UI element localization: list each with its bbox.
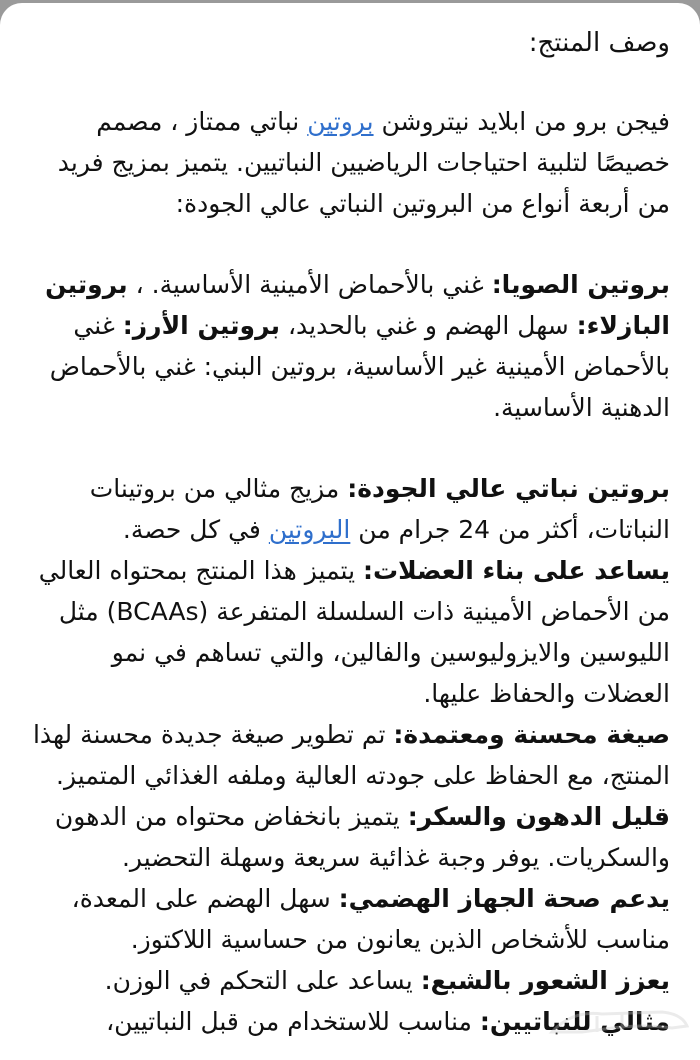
soy-protein-label: بروتين الصويا:: [491, 270, 670, 299]
product-description-card: [0, 3, 700, 1060]
intro-paragraph: [20, 101, 670, 224]
intro-text-2: نباتي ممتاز ، مصمم خصيصًا لتلبية احتياجات الرياضيين النباتيين. يتميز بمزيج فريد من أربعة أنواع من البروتين النباتي عالي الجودة:: [57, 107, 670, 218]
feature-label: صيغة محسنة ومعتمدة:: [393, 720, 670, 749]
feature-label: مثالي للنباتيين:: [479, 1007, 670, 1036]
feature-label: يساعد على بناء العضلات:: [363, 556, 670, 585]
feature-vegan-friendly: [20, 1001, 670, 1042]
protein-link-2[interactable]: البروتين: [268, 515, 351, 544]
feature-high-quality: [20, 468, 670, 550]
feature-text: في كل حصة.: [122, 515, 269, 544]
feature-label: بروتين نباتي عالي الجودة:: [347, 474, 670, 503]
feature-text: مزيج مثالي من بروتينات النباتات، أكثر من 24 جرام من: [89, 474, 670, 544]
pea-protein-text: سهل الهضم و غني بالحديد،: [280, 311, 577, 340]
rice-protein-label: بروتين الأرز:: [122, 311, 281, 340]
description-content: [0, 23, 700, 1042]
feature-text: مناسب للاستخدام من قبل النباتيين،: [106, 1007, 480, 1036]
section-title: وصف المنتج:: [528, 28, 670, 58]
feature-text: يتميز هذا المنتج بمحتواه العالي من الأحماض الأمينية ذات السلسلة المتفرعة (BCAAs) مثل الليوسين والايزوليوسين والفالين، والتي تساهم في نمو العضلات والحفاظ عليها.: [38, 556, 670, 708]
feature-label: يعزز الشعور بالشبع:: [420, 966, 670, 995]
feature-improved-formula: [20, 714, 670, 796]
feature-low-fat-sugar: [20, 796, 670, 878]
soy-protein-text: غني بالأحماض الأمينية الأساسية. ،: [127, 270, 492, 299]
feature-digestive-health: [20, 878, 670, 960]
feature-text: يساعد على التحكم في الوزن.: [104, 966, 421, 995]
feature-muscle-building: [20, 550, 670, 714]
intro-text-1: فيجن برو من ابلايد نيتروشن: [373, 107, 670, 136]
rice-protein-text: غني بالأحماض الأمينية غير الأساسية، بروتين البني: غني بالأحماض الدهنية الأساسية.: [49, 311, 670, 422]
feature-text: سهل الهضم على المعدة، مناسب للأشخاص الذين يعانون من حساسية اللاكتوز.: [71, 884, 670, 954]
feature-label: يدعم صحة الجهاز الهضمي:: [338, 884, 670, 913]
feature-text: تم تطوير صيغة جديدة محسنة لهذا المنتج، مع الحفاظ على جودته العالية وملفه الغذائي المتميز.: [32, 720, 670, 790]
protein-types-paragraph: [20, 264, 670, 428]
pea-protein-label: بروتين البازلاء:: [45, 270, 670, 340]
feature-text: يتميز بانخفاض محتواه من الدهون والسكريات. يوفر وجبة غذائية سريعة وسهلة التحضير.: [54, 802, 670, 872]
feature-satiety: [20, 960, 670, 1001]
protein-link[interactable]: بروتين: [307, 107, 374, 136]
feature-label: قليل الدهون والسكر:: [407, 802, 670, 831]
